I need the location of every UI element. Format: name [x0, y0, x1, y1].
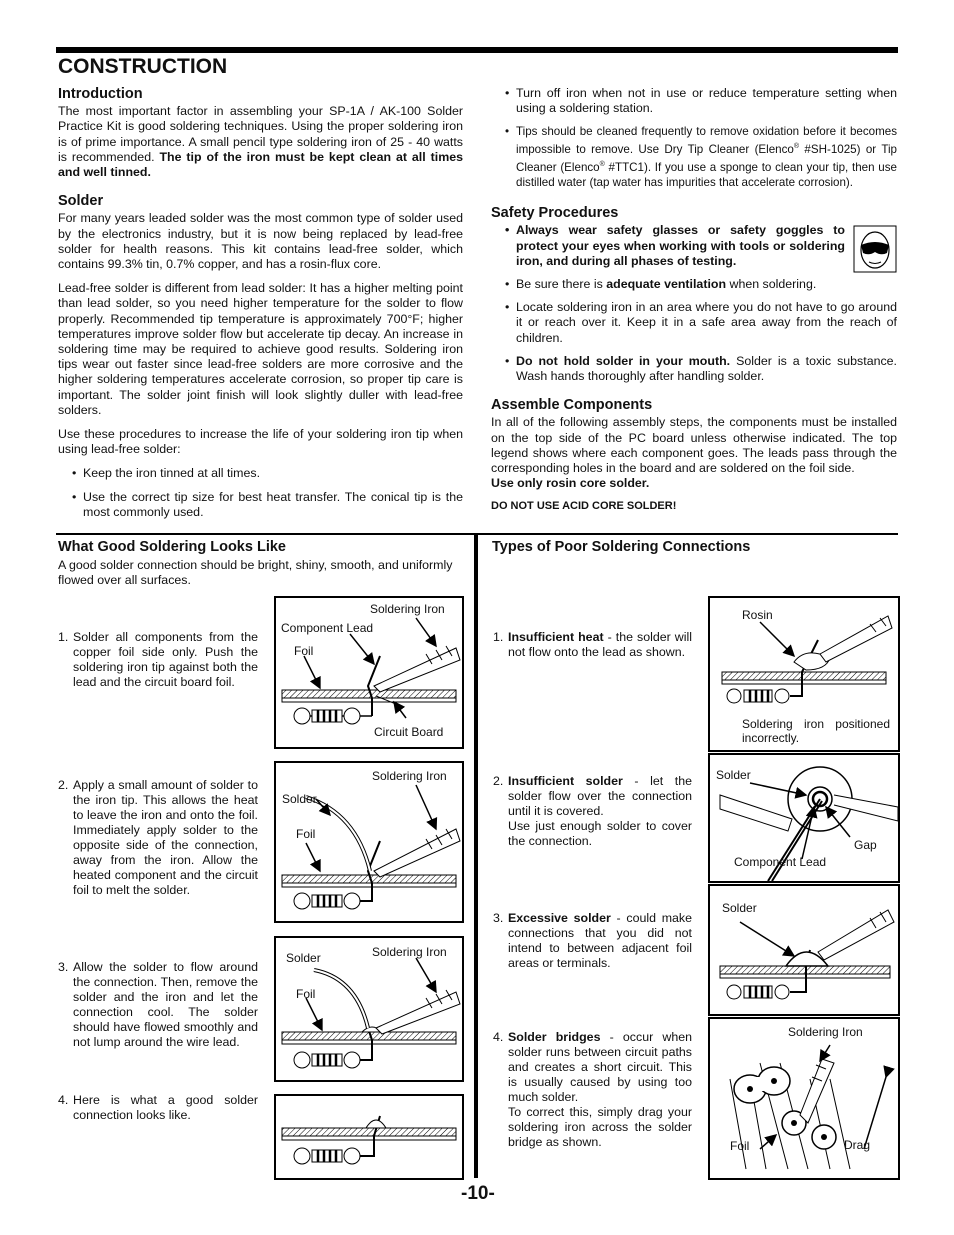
intro-text: The most important factor in assembling your SP-1A / AK-100 Solder Practice Kit is good soldering techniques. Using the proper soldering iron is of prime importance. A small pencil type soldering iron of 25 - 40 watts is recommended. The tip of the iron must be kept clean at all times and well tinned. — [58, 104, 463, 180]
poor-figure-4 — [708, 1017, 900, 1180]
tip-bullet-2: • Use the correct tip size for best heat transfer. The conical tip is the most commonly used. — [72, 490, 463, 520]
tip-bullet-3: • Turn off iron when not in use or reduce temperature setting when using a soldering station. — [505, 86, 897, 116]
label-solder: Solder — [716, 768, 751, 782]
assemble-text: In all of the following assembly steps, the components must be installed on the top side of the PC board unless otherwise indicated. The top legend shows where each component goes. The leads pass through the corresponding holes in the board and are soldered on the foil side. Use only rosin core solder. — [491, 415, 897, 491]
good-figure-3 — [274, 936, 464, 1082]
safety-heading: Safety Procedures — [491, 205, 619, 222]
poor-step-3: 3. Excessive solder - could make connections that you did not intend to between adjacent foil areas or terminals. — [493, 911, 693, 970]
label-drag: Drag — [844, 1138, 871, 1152]
label-soldering-iron: Soldering Iron — [370, 602, 445, 616]
poor-step-1: 1. Insufficient heat - the solder will not flow onto the lead as shown. — [493, 630, 692, 659]
poor-figure-2 — [708, 753, 900, 883]
poor-heading: Types of Poor Soldering Connections — [492, 539, 751, 555]
safety-bullet-2: • Be sure there is adequate ventilation when soldering. — [505, 277, 897, 292]
safety-bullet-1-wrap — [491, 223, 897, 269]
label-foil: Foil — [296, 827, 316, 841]
good-figure-2 — [274, 761, 464, 923]
intro-heading: Introduction — [58, 86, 143, 102]
solder-p2: Lead-free solder is different from lead solder: It has a higher melting point than lead solder, so you need higher temperature for the solder to flow properly. Recommended tip temperature is approximately 700°F; higher temperatures improve solder flow but accelerate tip decay. An increase in soldering time may be required to achieve good results. Soldering iron tips wear out faster since lead-free solders are more corrosive and the higher soldering temperatures accelerate corrosion, so proper tip care is important. The solder joint finish will look slightly duller with lead-free solders. — [58, 281, 463, 417]
label-foil: Foil — [730, 1139, 750, 1153]
right-column — [491, 86, 897, 524]
label-circuit-board: Circuit Board — [374, 725, 444, 739]
solder-p1: For many years leaded solder was the most common type of solder used by the electronics industry, but it is now being replaced by lead-free solder for health reasons. This kit contains lead-free solder, which contains 99.3% tin, 0.7% copper, and has a rosin-flux core. — [58, 211, 463, 272]
label-iron-positioned: Soldering iron positioned incorrectly. — [742, 717, 890, 745]
label-solder: Solder — [722, 901, 757, 915]
solder-p3: Use these procedures to increase the life of your soldering iron tip when using lead-free solder: — [58, 427, 463, 457]
solder-heading: Solder — [58, 193, 104, 210]
good-figure-4 — [274, 1094, 464, 1180]
safety-bullet-3: • Locate soldering iron in an area where you do not have to go around it or reach over it. Keep it in a safe area away from the reach of children. — [505, 300, 897, 346]
header-rule — [56, 47, 898, 53]
label-gap: Gap — [854, 838, 877, 852]
good-figure-1 — [274, 596, 464, 749]
label-soldering-iron: Soldering Iron — [788, 1025, 863, 1039]
page-title: CONSTRUCTION — [58, 55, 228, 78]
safety-bullet-4: • Do not hold solder in your mouth. Solder is a toxic substance. Wash hands thoroughly after handling solder. — [505, 354, 897, 384]
assemble-warning: DO NOT USE ACID CORE SOLDER! — [491, 500, 677, 513]
tip-bullet-4: • Tips should be cleaned frequently to remove oxidation before it becomes impossible to remove. Use Dry Tip Cleaner (Elenco® #SH-1025) or Tip Cleaner (Elenco® #TTC1). If you use a sponge to clean your tip, then use distilled water (tap water has impurities that accelerate corrosion). — [505, 124, 897, 190]
good-heading: What Good Soldering Looks Like — [58, 539, 286, 555]
good-diagram-4 — [276, 1096, 462, 1178]
label-solder: Solder — [286, 951, 321, 965]
intro-bold: The tip of the iron must be kept clean at all times and well tinned. — [58, 149, 463, 180]
label-soldering-iron: Soldering Iron — [372, 945, 447, 959]
label-solder: Solder — [282, 792, 317, 806]
label-soldering-iron: Soldering Iron — [372, 769, 447, 783]
poor-step-2: 2. Insufficient solder - let the solder flow over the connection until it is covered. Use just enough solder to cover the connection. — [493, 774, 692, 848]
column-divider — [474, 533, 478, 1178]
label-component-lead: Component Lead — [281, 621, 374, 635]
poor-figure-3 — [708, 884, 900, 1016]
good-step-2: 2. Apply a small amount of solder to the iron tip. This allows the heat to leave the iron and onto the foil. Immediately apply solder to the opposite side of the connection, away from the iron. Allow the heated component and the circuit foil to melt the solder. — [58, 778, 258, 897]
poor-step-4: 4. Solder bridges - occur when solder runs between circuit paths and creates a short circuit. This is usually caused by using too much solder. To correct this, simply drag your soldering iron across the solder bridge as shown. — [493, 1030, 692, 1149]
good-diagram-2 — [276, 763, 462, 921]
label-foil: Foil — [294, 644, 314, 658]
good-step-3: 3. Allow the solder to flow around the connection. Then, remove the solder and the iron and let the connection cool. The solder should have flowed smoothly and not lump around the wire lead. — [58, 960, 258, 1049]
poor-diagram-4 — [710, 1019, 898, 1178]
good-step-4: 4. Here is what a good solder connection looks like. — [58, 1093, 258, 1122]
good-step-1: 1. Solder all components from the copper foil side only. Push the soldering iron tip against both the lead and the circuit board foil. — [58, 630, 258, 689]
left-column — [58, 87, 463, 528]
label-component-lead: Component Lead — [734, 855, 827, 869]
good-subtitle: A good solder connection should be bright, shiny, smooth, and uniformly flowed over all surfaces. — [58, 558, 453, 588]
safety-goggles-icon — [853, 225, 897, 273]
tip-bullet-1: • Keep the iron tinned at all times. — [72, 466, 463, 481]
safety-bullet-1: • Always wear safety glasses or safety goggles to protect your eyes when working with tools or soldering iron, and during all phases of testing. — [505, 223, 845, 269]
label-foil: Foil — [296, 987, 316, 1001]
page-number: -10- — [461, 1183, 495, 1204]
label-rosin: Rosin — [742, 608, 773, 622]
assemble-heading: Assemble Components — [491, 397, 653, 414]
poor-figure-1 — [708, 596, 900, 752]
